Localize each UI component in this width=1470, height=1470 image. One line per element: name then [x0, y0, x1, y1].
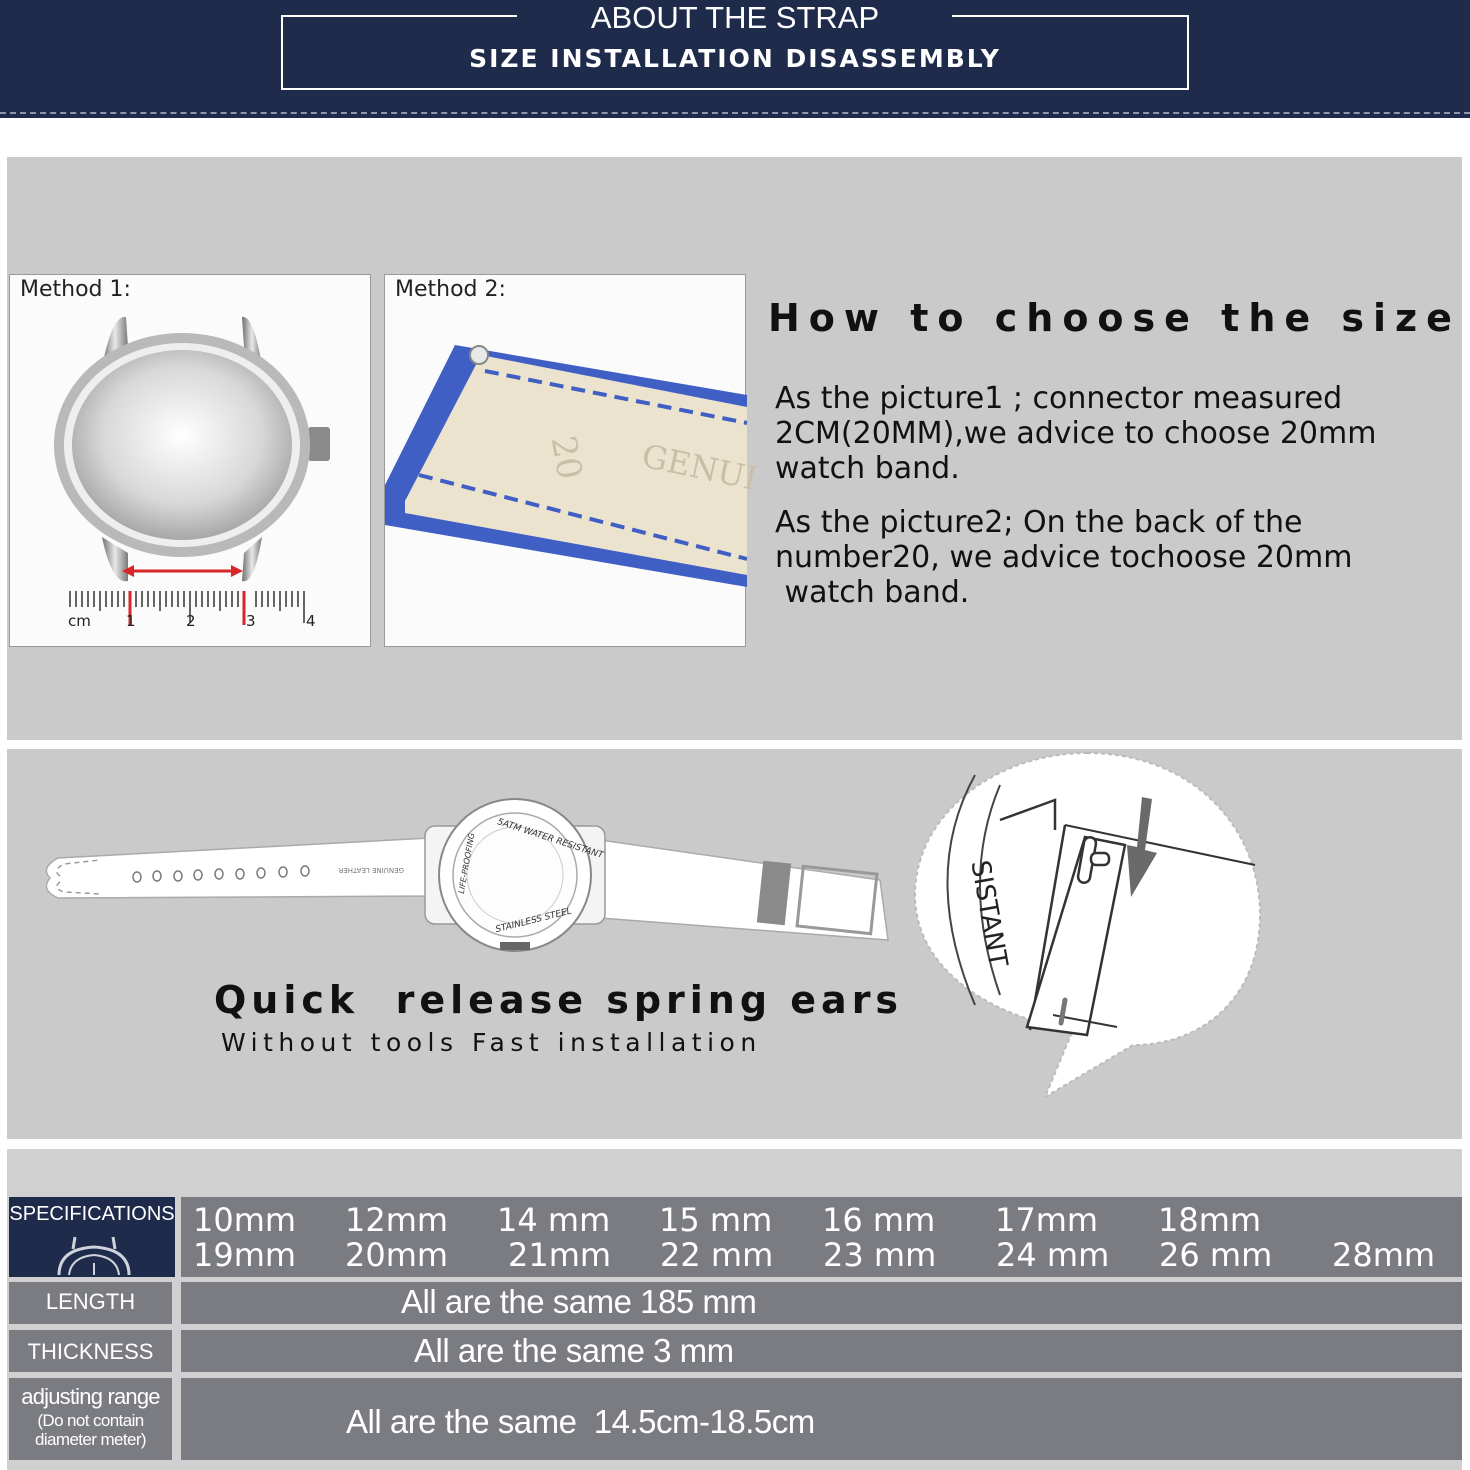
- dial-text-left: LIFE-PROOFING: [456, 832, 477, 895]
- header-stitch-line: [0, 112, 1470, 114]
- size-item: 10mm: [193, 1201, 297, 1239]
- size-item: 12mm: [345, 1201, 449, 1239]
- watch-icon: [49, 1235, 139, 1277]
- ruler-unit: cm: [68, 612, 91, 630]
- watch-crown: [500, 942, 530, 950]
- size-item: 17mm: [995, 1201, 1099, 1239]
- svg-text:1: 1: [126, 612, 136, 630]
- size-item: 21mm: [508, 1236, 612, 1274]
- quick-release-title: Quick release spring ears: [214, 978, 904, 1022]
- size-item: 16 mm: [822, 1201, 936, 1239]
- size-item: 14 mm: [497, 1201, 611, 1239]
- size-item: 28mm: [1332, 1236, 1436, 1274]
- method1-box: [9, 274, 371, 647]
- method2-box: [384, 274, 761, 647]
- spec-label-cell: [9, 1197, 175, 1277]
- watch-glass: [72, 350, 292, 540]
- zoom-dial-text: SISTANT: [964, 858, 1013, 970]
- header-subtitle: SIZE INSTALLATION DISASSEMBLY: [469, 44, 1001, 73]
- svg-text:3: 3: [246, 612, 256, 630]
- svg-text:4: 4: [306, 612, 316, 630]
- spring-ear-lever: [1091, 853, 1109, 865]
- crown: [308, 427, 330, 461]
- method1-label: Method 1:: [20, 277, 131, 302]
- method2-label: Method 2:: [395, 277, 506, 302]
- size-item: 19mm: [193, 1236, 297, 1274]
- length-value: All are the same 185 mm: [181, 1282, 1462, 1324]
- adjusting-range-label: adjusting range: [21, 1384, 160, 1409]
- dial-text-bottom: STAINLESS STEEL: [494, 906, 573, 936]
- strap-brand-print: GENUI: [638, 436, 761, 498]
- length-label: LENGTH: [9, 1282, 172, 1324]
- strap-size-print: 20: [542, 432, 590, 483]
- thickness-value: All are the same 3 mm: [181, 1330, 1462, 1372]
- strap-back-illustration: [385, 275, 761, 648]
- thickness-label: THICKNESS: [9, 1330, 172, 1372]
- adjusting-range-note-1: (Do not contain: [37, 1411, 144, 1430]
- watch-with-strap-illustration: [30, 790, 910, 950]
- size-guide-title: How to choose the size: [768, 296, 1461, 340]
- size-item: 24 mm: [996, 1236, 1110, 1274]
- header-title: ABOUT THE STRAP: [590, 0, 880, 35]
- size-item: 22 mm: [660, 1236, 774, 1274]
- size-paragraph-2: As the picture2; On the back of the number20, we advice tochoose 20mm watch band.: [775, 505, 1353, 610]
- sizes-cell: [181, 1197, 1462, 1277]
- size-paragraph-1: As the picture1 ; connector measured 2CM(20MM),we advice to choose 20mm watch band.: [775, 381, 1377, 486]
- quick-release-subtitle: Without tools Fast installation: [221, 1028, 762, 1057]
- spec-label: SPECIFICATIONS: [9, 1203, 175, 1225]
- size-item: 20mm: [345, 1236, 449, 1274]
- short-strap: [600, 840, 888, 940]
- spring-bar-head: [470, 346, 488, 364]
- size-item: 23 mm: [823, 1236, 937, 1274]
- watch-case-measure-illustration: [10, 275, 372, 648]
- size-item: 18mm: [1158, 1201, 1262, 1239]
- adjusting-range-value: All are the same 14.5cm-18.5cm: [181, 1378, 1462, 1460]
- strap-leather-print: GENUINE LEATHER: [338, 866, 404, 874]
- dial-text-top: 5ATM WATER RESISTANT: [495, 817, 605, 861]
- adjusting-range-label-cell: [9, 1378, 172, 1460]
- size-item: 26 mm: [1159, 1236, 1273, 1274]
- lug-bottom-right: [242, 537, 262, 581]
- svg-text:2: 2: [186, 612, 196, 630]
- spring-ear-zoom-callout: [905, 745, 1275, 1110]
- adjusting-range-note-2: diameter meter): [35, 1430, 146, 1449]
- size-item: 15 mm: [659, 1201, 773, 1239]
